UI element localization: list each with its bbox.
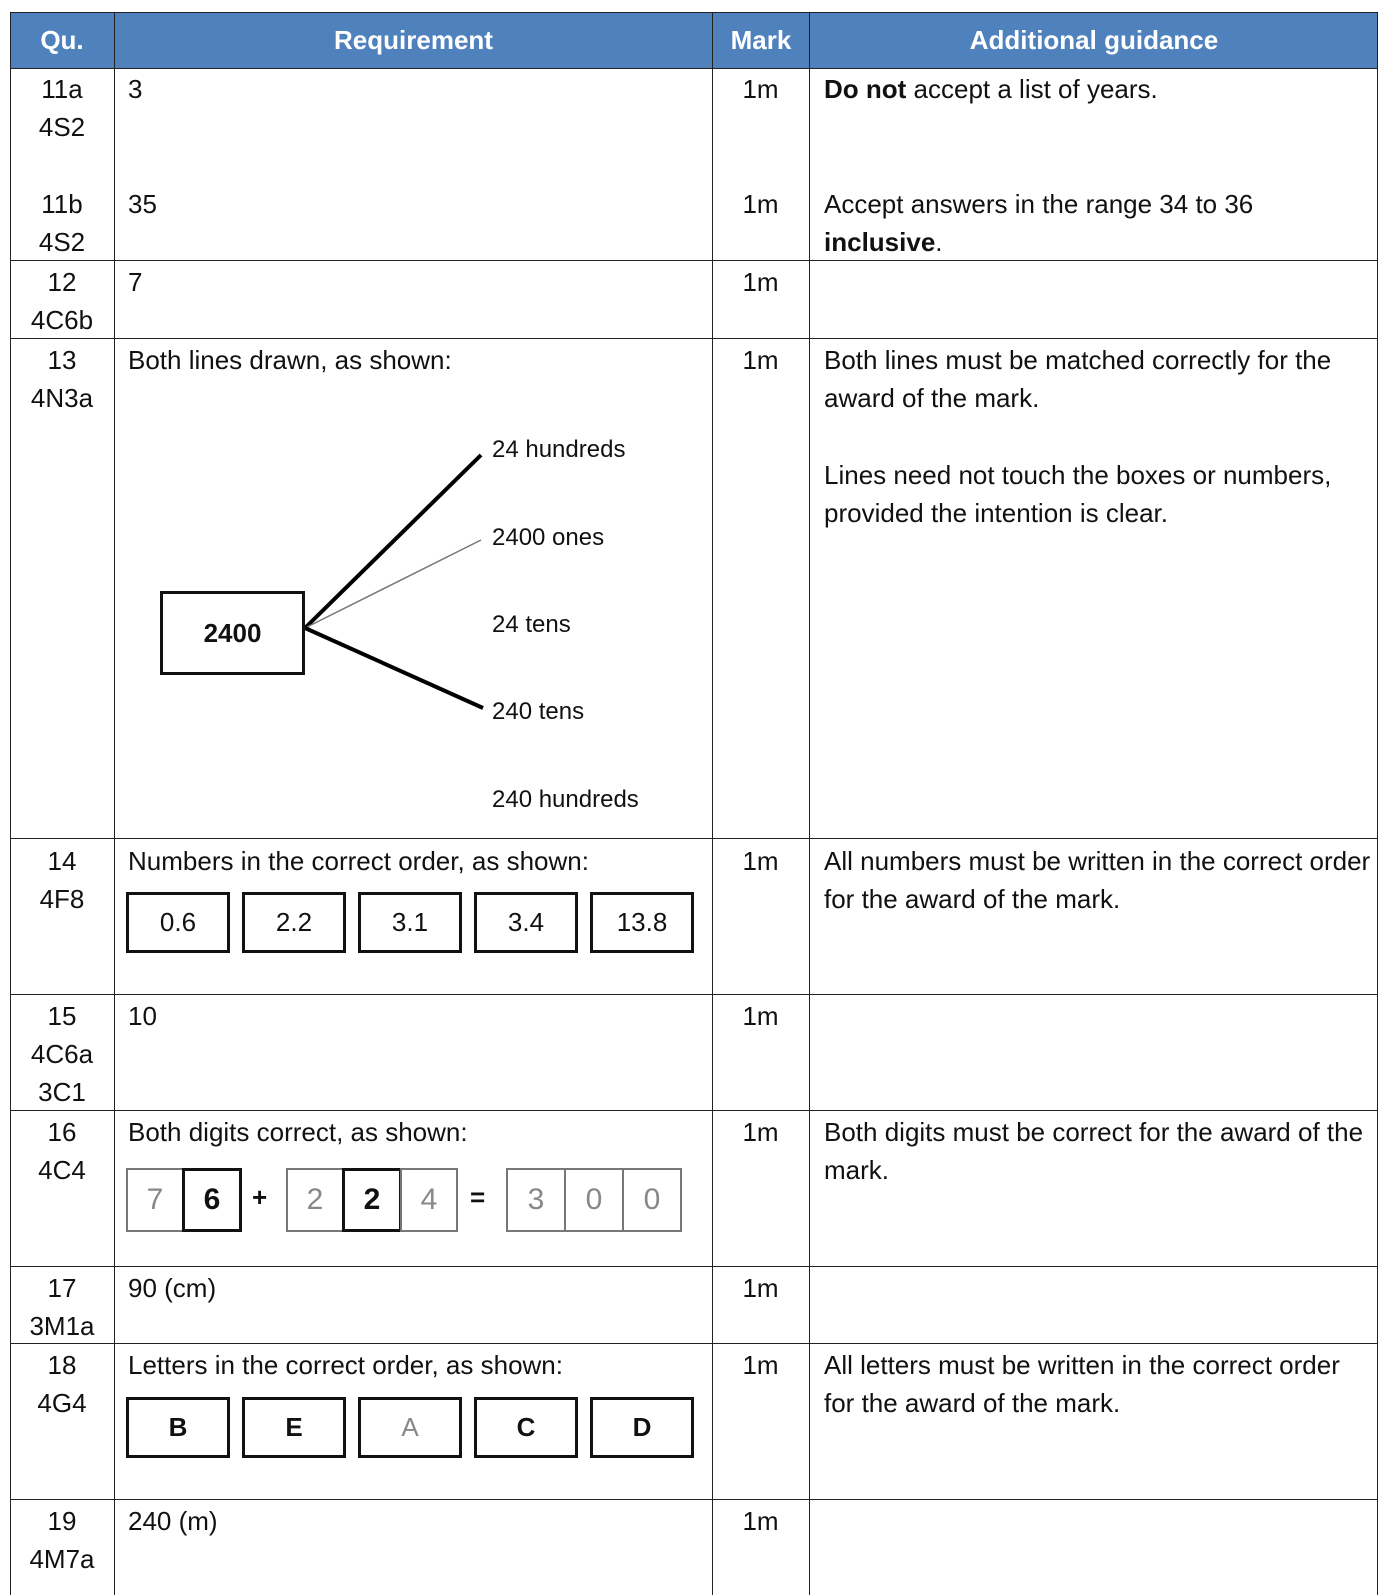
curriculum-code: 4C6b: [30, 305, 94, 335]
match-line-24-hundreds: [305, 455, 481, 628]
matching-diagram: [115, 339, 711, 837]
mark-value: 1m: [742, 846, 779, 876]
match-line-240-tens: [305, 628, 483, 708]
number-box: 3.4: [474, 892, 578, 953]
digit-box: 0: [622, 1168, 682, 1232]
option-label: 240 tens: [492, 698, 585, 725]
curriculum-code: 4N3a: [30, 383, 94, 413]
row-divider: [10, 1266, 1378, 1267]
mark-value: 1m: [742, 1350, 779, 1380]
row-divider: [10, 838, 1378, 839]
digit-box: 2: [286, 1168, 344, 1232]
mark-value: 1m: [742, 345, 779, 375]
mark-value: 1m: [742, 267, 779, 297]
question-number: 19: [47, 1506, 77, 1536]
curriculum-code: 4G4: [37, 1388, 87, 1418]
requirement-text: Letters in the correct order, as shown:: [128, 1350, 563, 1380]
letter-box: D: [590, 1397, 694, 1458]
guidance-bold: Do not: [824, 74, 907, 104]
row-divider: [10, 68, 1378, 69]
digit-box-answer: 2: [342, 1168, 402, 1232]
column-divider: [1377, 12, 1378, 1595]
guidance-end: .: [935, 227, 943, 257]
guidance-text: [824, 185, 1374, 261]
addition-equation: [126, 1168, 686, 1234]
letter-box: E: [242, 1397, 346, 1458]
guidance-text: All letters must be written in the correct order for the award of the mark.: [824, 1350, 1340, 1418]
question-number: 11a: [41, 74, 83, 104]
number-box: 2.2: [242, 892, 346, 953]
curriculum-code: 4C6a: [30, 1039, 94, 1069]
mark-value: 1m: [742, 1506, 779, 1536]
requirement-text: Both lines drawn, as shown:: [128, 345, 452, 375]
equals-sign: =: [470, 1182, 486, 1212]
digit-box: 7: [126, 1168, 184, 1232]
question-number: 17: [47, 1273, 77, 1303]
digit-box: 0: [564, 1168, 624, 1232]
mark-value: 1m: [742, 1273, 779, 1303]
number-box: 13.8: [590, 892, 694, 953]
header-mark: Mark: [713, 12, 809, 68]
mark-scheme-table: [10, 12, 1378, 1595]
curriculum-code: 4M7a: [29, 1544, 95, 1574]
requirement-text: 7: [128, 267, 143, 297]
curriculum-code: 3M1a: [29, 1311, 95, 1341]
letter-box: A: [358, 1397, 462, 1458]
table-border-top: [10, 12, 1378, 13]
guidance-rest: accept a list of years.: [906, 74, 1158, 104]
digit-box: 4: [400, 1168, 458, 1232]
requirement-text: 10: [128, 1001, 157, 1031]
digit-box-answer: 6: [182, 1168, 242, 1232]
requirement-text: 35: [128, 189, 157, 219]
digit-box: 3: [506, 1168, 566, 1232]
question-number: 14: [47, 846, 77, 876]
header-qu: Qu.: [10, 12, 114, 68]
question-number: 15: [47, 1001, 77, 1031]
mark-value: 1m: [742, 1117, 779, 1147]
letter-box: B: [126, 1397, 230, 1458]
guidance-text: Both lines must be matched correctly for the award of the mark.: [824, 345, 1332, 413]
mark-value: 1m: [742, 189, 779, 219]
number-box: 2400: [160, 591, 305, 675]
curriculum-code: 4C4: [38, 1155, 86, 1185]
mark-value: 1m: [742, 1001, 779, 1031]
requirement-text: Both digits correct, as shown:: [128, 1117, 468, 1147]
question-number: 13: [47, 345, 77, 375]
plus-sign: +: [252, 1182, 268, 1212]
mark-value: 1m: [742, 74, 779, 104]
requirement-text: Numbers in the correct order, as shown:: [128, 846, 589, 876]
guidance-text: Lines need not touch the boxes or numbers, provided the intention is clear.: [824, 460, 1332, 528]
question-number: 12: [47, 267, 77, 297]
row-divider: [10, 1499, 1378, 1500]
curriculum-code: 3C1: [38, 1077, 86, 1107]
header-requirement: Requirement: [115, 12, 712, 68]
question-number: 16: [47, 1117, 77, 1147]
option-label: 240 hundreds: [492, 786, 639, 813]
row-divider: [10, 1110, 1378, 1111]
option-label: 2400 ones: [492, 524, 605, 551]
header-guidance: Additional guidance: [810, 12, 1378, 68]
row-divider: [10, 994, 1378, 995]
guidance-bold: inclusive: [824, 227, 936, 257]
curriculum-code: 4F8: [39, 884, 85, 914]
curriculum-code: 4S2: [38, 112, 86, 142]
option-label: 24 tens: [492, 611, 571, 638]
distractor-line: [305, 540, 481, 628]
curriculum-code: 4S2: [38, 227, 86, 257]
question-number: 18: [47, 1350, 77, 1380]
requirement-text: 3: [128, 74, 143, 104]
guidance-text: Both digits must be correct for the award of the mark.: [824, 1117, 1364, 1185]
option-label: 24 hundreds: [492, 436, 626, 463]
guidance-line: Accept answers in the range 34 to 36: [824, 189, 1254, 219]
question-number: 11b: [41, 189, 83, 219]
guidance-text: All numbers must be written in the correct order for the award of the mark.: [824, 846, 1371, 914]
number-box: 3.1: [358, 892, 462, 953]
letter-box: C: [474, 1397, 578, 1458]
matching-lines: [115, 339, 711, 837]
column-divider: [809, 12, 810, 1595]
requirement-text: 90 (cm): [128, 1273, 217, 1303]
guidance-text: [824, 70, 1374, 108]
row-divider: [10, 1343, 1378, 1344]
number-box: 0.6: [126, 892, 230, 953]
requirement-text: 240 (m): [128, 1506, 218, 1536]
